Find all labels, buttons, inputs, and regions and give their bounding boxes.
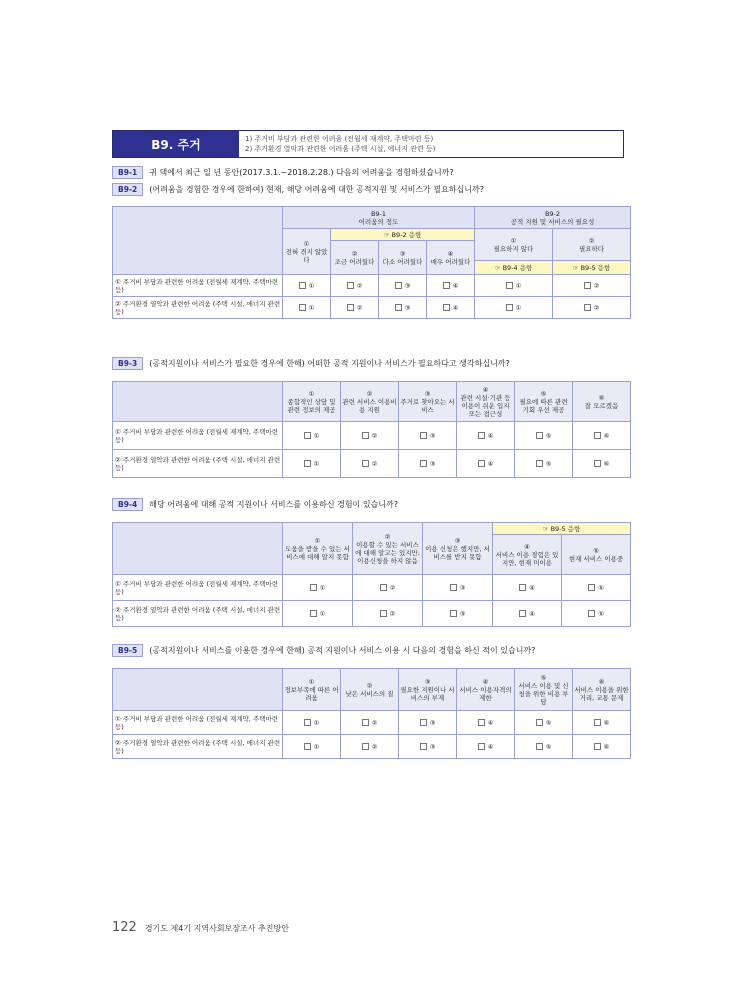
table-b9-3 <box>112 381 631 478</box>
col-header: ① 정보부족에 따른 어려움 <box>283 669 341 711</box>
row-label: ① 주거비 부담과 관련한 어려움 (전월세 재계약, 주택마련 등) <box>113 575 283 601</box>
checkbox-option[interactable]: ④ <box>457 422 515 450</box>
checkbox-option[interactable]: ⑥ <box>573 735 631 759</box>
col-header: ① 필요하지 않다 <box>475 229 553 261</box>
col-header: ① 도움을 받을 수 있는 서비스에 대해 알지 못함 <box>283 523 353 575</box>
checkbox-option[interactable]: ① <box>283 711 341 735</box>
page-footer <box>112 920 289 935</box>
goto-note: ☞ B9-4 응항 <box>475 261 553 275</box>
checkbox-option[interactable]: ⑤ <box>515 711 573 735</box>
row-label: ① 주거비 부담과 관련한 어려움 (전월세 재계약, 주택마련 등) <box>113 422 283 450</box>
col-header: ③ 이용 신청은 했지만, 서비스를 받지 못함 <box>423 523 493 575</box>
checkbox-option[interactable]: ② <box>341 422 399 450</box>
col-header: ② 이용할 수 있는 서비스에 대해 알고는 있지만, 이용신청을 하지 않음 <box>353 523 423 575</box>
question-badge: B9-2 <box>112 183 143 196</box>
checkbox-option[interactable]: ⑤ <box>515 450 573 478</box>
question-badge: B9-1 <box>112 166 143 179</box>
checkbox-option[interactable]: ④ <box>427 275 475 297</box>
section-badge: B9. 주거 <box>113 131 239 157</box>
checkbox-option[interactable]: ⑥ <box>573 422 631 450</box>
checkbox-option[interactable]: ⑥ <box>573 450 631 478</box>
col-header: ⑤ 필요에 따른 관련 기회 우선 제공 <box>515 382 573 422</box>
table-b9-1-2 <box>112 206 631 319</box>
checkbox-option[interactable]: ② <box>553 275 631 297</box>
checkbox-option[interactable]: ④ <box>493 575 562 601</box>
col-header: ⑥ 서비스 이용을 위한 거리, 교통 문제 <box>573 669 631 711</box>
group-header-need: B9-2 공적 지원 및 서비스의 필요성 <box>475 207 631 229</box>
checkbox-option[interactable]: ① <box>283 735 341 759</box>
checkbox-option[interactable]: ⑤ <box>562 575 631 601</box>
col-header: ② 낮은 서비스의 질 <box>341 669 399 711</box>
checkbox-option[interactable]: ③ <box>399 735 457 759</box>
goto-note: ☞ B9-2 응항 <box>331 229 475 241</box>
col-header: ⑥ 잘 모르겠음 <box>573 382 631 422</box>
section-desc-line: 1) 주거비 부담과 관련한 어려움 (전월세 재계약, 주택마련 등) <box>245 135 434 143</box>
checkbox-option[interactable]: ③ <box>399 422 457 450</box>
table-corner <box>113 523 283 575</box>
question-b9-1 <box>112 166 454 179</box>
col-header: ④ 매우 어려웠다 <box>427 241 475 275</box>
checkbox-option[interactable]: ③ <box>423 601 493 627</box>
table-corner <box>113 382 283 422</box>
section-description <box>239 131 623 157</box>
question-text: (공적지원이나 서비스를 이용한 경우에 한해) 공적 지원이나 서비스 이용 시 다음의 경험을 하신 적이 있습니까? <box>149 646 536 655</box>
checkbox-option[interactable]: ② <box>331 297 379 319</box>
row-label: ② 주거환경 열악과 관련한 어려움 (주택 시설, 에너지 관련 등) <box>113 735 283 759</box>
col-header: ③ 필요한 지원이나 서비스의 부재 <box>399 669 457 711</box>
row-label: ② 주거환경 열악과 관련한 어려움 (주택 시설, 에너지 관련 등) <box>113 601 283 627</box>
checkbox-option[interactable]: ④ <box>457 735 515 759</box>
checkbox-option[interactable]: ④ <box>493 601 562 627</box>
checkbox-option[interactable]: ① <box>475 297 553 319</box>
table-corner <box>113 669 283 711</box>
checkbox-option[interactable]: ② <box>341 735 399 759</box>
checkbox-option[interactable]: ① <box>283 275 331 297</box>
question-badge: B9-4 <box>112 498 143 511</box>
row-label: ① 주거비 부담과 관련한 어려움 (전월세 재계약, 주택마련 등) <box>113 275 283 297</box>
question-text: 해당 어려움에 대해 공적 지원이나 서비스를 이용하신 경험이 있습니까? <box>149 500 398 509</box>
question-text: 귀 댁에서 최근 일 년 동안(2017.3.1.~2018.2.28.) 다음의 어려움을 경험하셨습니까? <box>149 168 454 177</box>
question-b9-4 <box>112 498 398 511</box>
checkbox-option[interactable]: ① <box>283 450 341 478</box>
checkbox-option[interactable]: ② <box>553 297 631 319</box>
checkbox-option[interactable]: ② <box>341 711 399 735</box>
col-header: ② 관련 서비스 이용비용 지원 <box>341 382 399 422</box>
checkbox-option[interactable]: ② <box>353 601 423 627</box>
goto-note: ☞ B9-5 응항 <box>493 523 631 535</box>
checkbox-option[interactable]: ③ <box>399 711 457 735</box>
checkbox-option[interactable]: ⑤ <box>515 735 573 759</box>
checkbox-option[interactable]: ① <box>283 422 341 450</box>
goto-note: ☞ B9-5 응항 <box>553 261 631 275</box>
col-header: ② 조금 어려웠다 <box>331 241 379 275</box>
checkbox-option[interactable]: ④ <box>457 450 515 478</box>
checkbox-option[interactable]: ⑥ <box>573 711 631 735</box>
question-b9-3 <box>112 357 510 370</box>
table-corner <box>113 207 283 275</box>
question-text: (어려움을 경험한 경우에 한하여) 현재, 해당 어려움에 대한 공적지원 및 서비스가 필요하십니까? <box>149 185 484 194</box>
col-header: ① 종합적인 상담 및 관련 정보의 제공 <box>283 382 341 422</box>
page-number: 122 <box>112 920 137 935</box>
section-header <box>112 130 624 158</box>
question-badge: B9-3 <box>112 357 143 370</box>
checkbox-option[interactable]: ① <box>283 575 353 601</box>
footer-title: 경기도 제4기 지역사회보장조사 추진방안 <box>144 924 289 933</box>
checkbox-option[interactable]: ③ <box>399 450 457 478</box>
question-text: (공적지원이나 서비스가 필요한 경우에 한해) 어떠한 공적 지원이나 서비스가 필요하다고 생각하십니까? <box>149 359 510 368</box>
checkbox-option[interactable]: ③ <box>379 297 427 319</box>
group-header-difficulty: B9-1 어려움의 정도 <box>283 207 475 229</box>
checkbox-option[interactable]: ④ <box>457 711 515 735</box>
checkbox-option[interactable]: ③ <box>379 275 427 297</box>
checkbox-option[interactable]: ① <box>475 275 553 297</box>
checkbox-option[interactable]: ⑤ <box>562 601 631 627</box>
checkbox-option[interactable]: ① <box>283 601 353 627</box>
col-header: ④ 서비스 이용 경험은 있지만, 현재 미이용 <box>493 535 562 575</box>
col-header: ④ 관련 시설·기관 등 이용이 쉬운 입지 또는 접근성 <box>457 382 515 422</box>
col-header: ② 필요하다 <box>553 229 631 261</box>
checkbox-option[interactable]: ② <box>353 575 423 601</box>
col-header: ⑤ 현재 서비스 이용중 <box>562 535 631 575</box>
question-b9-2 <box>112 183 484 196</box>
checkbox-option[interactable]: ② <box>341 450 399 478</box>
section-desc-line: 2) 주거환경 열악과 관련한 어려움 (주택 시설, 에너지 관련 등) <box>245 145 436 153</box>
col-header: ③ 다소 어려웠다 <box>379 241 427 275</box>
table-b9-5 <box>112 668 631 759</box>
question-b9-5 <box>112 644 535 657</box>
row-label: ① 주거비 부담과 관련한 어려움 (전월세 재계약, 주택마련 등) <box>113 711 283 735</box>
row-label: ② 주거환경 열악과 관련한 어려움 (주택 시설, 에너지 관련 등) <box>113 450 283 478</box>
checkbox-option[interactable]: ⑤ <box>515 422 573 450</box>
col-header: ⑤ 서비스 이용 및 신청을 위한 비용 부담 <box>515 669 573 711</box>
col-header: ③ 주거로 찾아오는 서비스 <box>399 382 457 422</box>
row-label: ② 주거환경 열악과 관련한 어려움 (주택 시설, 에너지 관련 등) <box>113 297 283 319</box>
col-header: ① 전혀 겪지 않았다 <box>283 229 331 275</box>
checkbox-option[interactable]: ④ <box>427 297 475 319</box>
table-b9-4 <box>112 522 631 627</box>
checkbox-option[interactable]: ② <box>331 275 379 297</box>
question-badge: B9-5 <box>112 644 143 657</box>
checkbox-option[interactable]: ① <box>283 297 331 319</box>
col-header: ④ 서비스 이용자격의 제한 <box>457 669 515 711</box>
checkbox-option[interactable]: ③ <box>423 575 493 601</box>
